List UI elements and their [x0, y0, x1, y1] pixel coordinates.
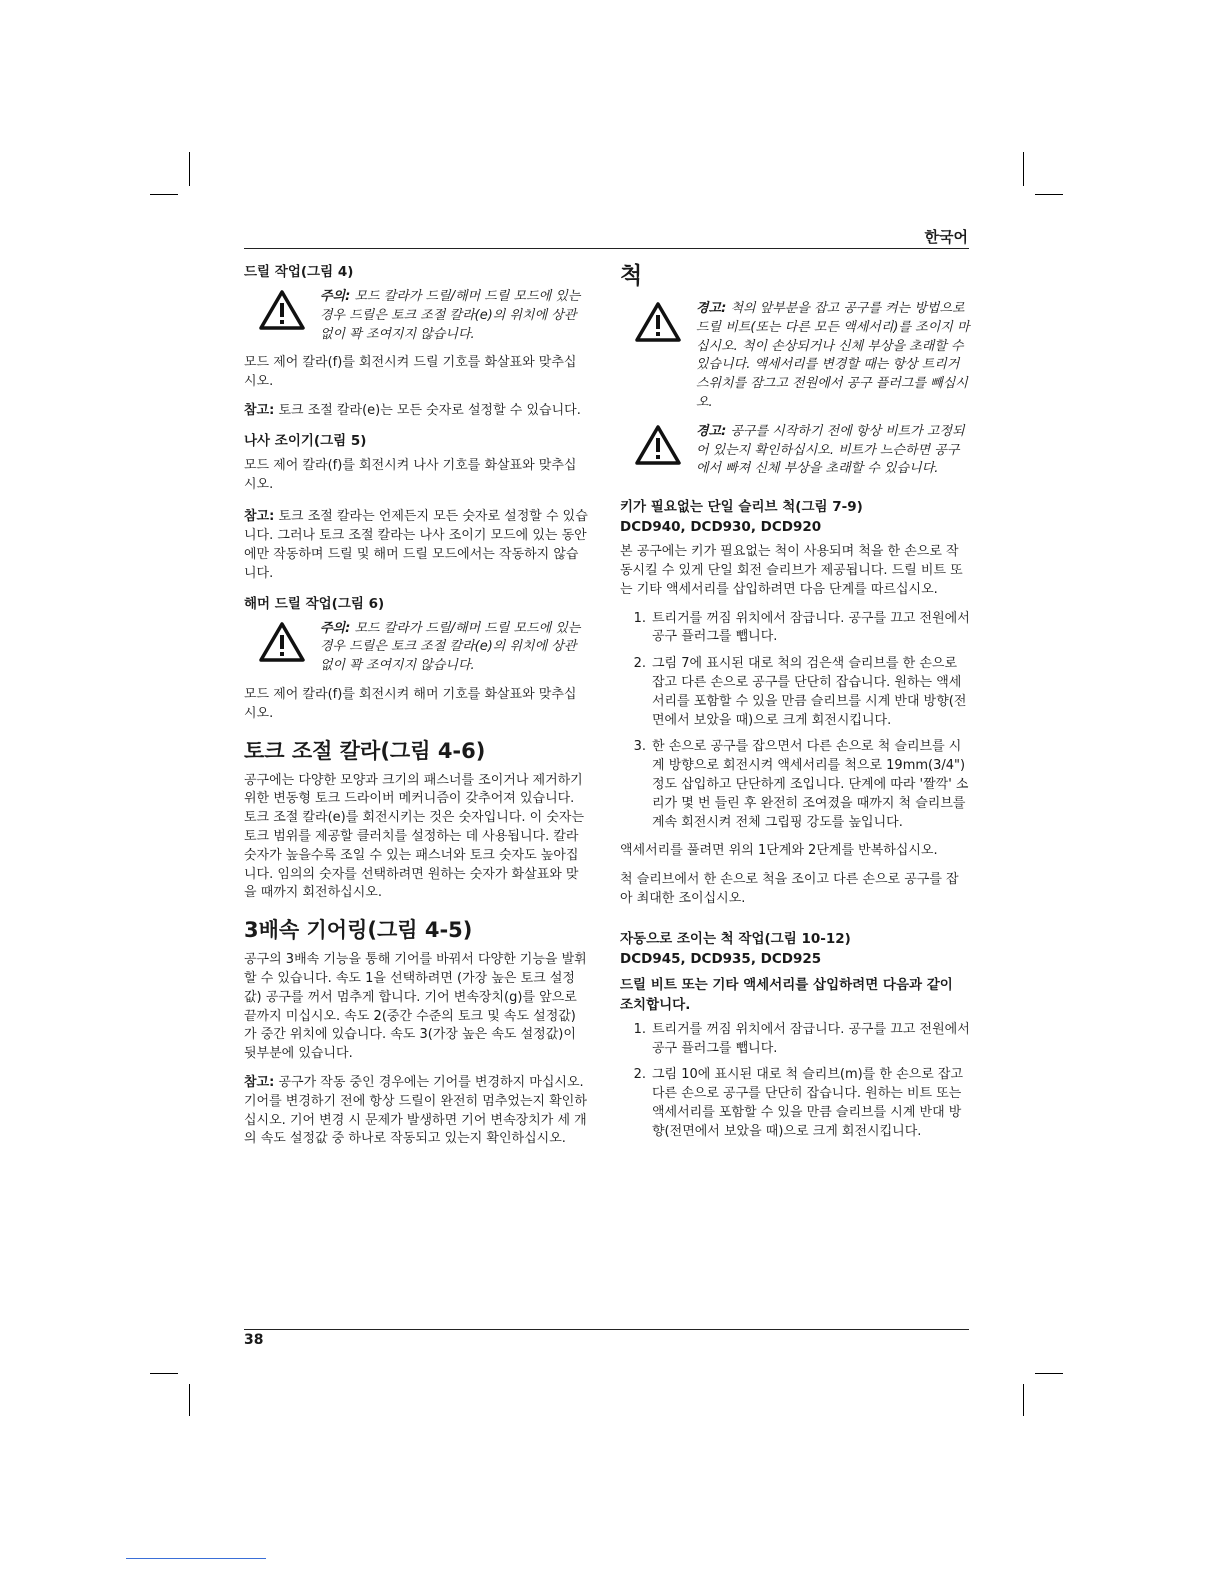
crop-mark	[1035, 194, 1063, 195]
step-text: 트리거를 꺼짐 위치에서 잠급니다. 공구를 끄고 전원에서 공구 플러그를 뺍니다.	[652, 610, 970, 645]
list-item	[620, 1066, 970, 1141]
warning-triangle-icon	[620, 423, 696, 479]
section-title-3-speed-gearing: 3배속 기어링(그림 4-5)	[244, 918, 473, 943]
caution-box	[244, 288, 588, 344]
section-title-autolock-chuck: 자동으로 조이는 척 작업(그림 10-12)	[620, 930, 851, 947]
section-title-torque-collar: 토크 조절 칼라(그림 4-6)	[244, 738, 486, 763]
note-text: 토크 조절 칼라(e)는 모든 숫자로 설정할 수 있습니다.	[274, 402, 581, 418]
caution-box	[244, 620, 588, 676]
step-text: 그림 10에 표시된 대로 척 슬리브(m)를 한 손으로 잡고 다른 손으로 공구를 단단히 잡습니다. 원하는 비트 또는 액세서리를 포함할 수 있을 만큼 슬리브를 시계 반대 방향(전면에서 보았을 때)으로 크게 회전시킵니다.	[652, 1067, 964, 1139]
warning-text: 척의 앞부분을 잡고 공구를 켜는 방법으로 드릴 비트(또는 다른 모든 액세서리)를 조이지 마십시오. 척이 손상되거나 신체 부상을 초래할 수 있습니다. 액세서리를 변경할 때는 항상 트리거 스위치를 잠그고 전원에서 공구 플러그를 빼십시오.	[696, 301, 970, 410]
note	[244, 508, 588, 583]
paragraph: 본 공구에는 키가 필요없는 척이 사용되며 척을 한 손으로 작동시킬 수 있게 단일 회전 슬리브가 제공됩니다. 드릴 비트 또는 기타 액세서리를 삽입하려면 다음 단계를 따르십시오.	[620, 544, 963, 597]
note-text: 토크 조절 칼라는 언제든지 모든 숫자로 설정할 수 있습니다. 그러나 토크 조절 칼라는 나사 조이기 모드에 있는 동안에만 작동하며 드릴 및 해머 드릴 모드에서는 작동하지 않습니다.	[244, 509, 588, 581]
caution-text: 모드 칼라가 드릴/해머 드릴 모드에 있는 경우 드릴은 토크 조절 칼라(e)의 위치에 상관 없이 꽉 조여지지 않습니다.	[320, 620, 581, 674]
step-number: 3.	[633, 739, 646, 755]
crop-mark	[189, 1384, 190, 1416]
paragraph: 액세서리를 풀려면 위의 1단계와 2단계를 반복하십시오.	[620, 843, 938, 859]
paragraph: 모드 제어 칼라(f)를 회전시켜 드릴 기호를 화살표와 맞추십시오.	[244, 355, 577, 390]
model-numbers: DCD945, DCD935, DCD925	[620, 950, 822, 967]
section-title-chuck: 척	[620, 263, 643, 289]
section-title-screwdriving: 나사 조이기(그림 5)	[244, 432, 367, 449]
warning-triangle-icon	[244, 288, 320, 344]
step-text: 그림 7에 표시된 대로 척의 검은색 슬리브를 한 손으로 잡고 다른 손으로 공구를 단단히 잡습니다. 원하는 액세서리를 포함할 수 있을 만큼 슬리브를 시계 반대 방향(전면에서 보았을 때)으로 크게 회전시킵니다.	[652, 656, 967, 728]
paragraph: 모드 제어 칼라(f)를 회전시켜 나사 기호를 화살표와 맞추십시오.	[244, 457, 577, 492]
step-number: 2.	[633, 1067, 646, 1083]
warning-box	[620, 300, 970, 413]
step-text: 트리거를 꺼짐 위치에서 잠급니다. 공구를 끄고 전원에서 공구 플러그를 뺍니다.	[652, 1021, 970, 1056]
paragraph: 척 슬리브에서 한 손으로 척을 조이고 다른 손으로 공구를 잡아 최대한 조이십시오.	[620, 872, 959, 906]
step-text: 한 손으로 공구를 잡으면서 다른 손으로 척 슬리브를 시계 방향으로 회전시켜 액세서리를 척으로 19mm(3/4") 정도 삽입하고 단단하게 조입니다. 단계에 따라 '짤깍' 소리가 몇 번 들린 후 완전히 조여졌을 때까지 척 슬리브를 계속 회전시켜 전체 그립핑 강도를 높입니다.	[652, 739, 969, 830]
note-text: 공구가 작동 중인 경우에는 기어를 변경하지 마십시오. 기어를 변경하기 전에 항상 드릴이 완전히 멈추었는지 확인하십시오. 기어 변경 시 문제가 발생하면 기어 변속장치가 세 개의 속도 설정값 중 하나로 작동되고 있는지 확인하십시오.	[244, 1074, 587, 1147]
header-rule	[244, 248, 969, 249]
caution-text: 모드 칼라가 드릴/해머 드릴 모드에 있는 경우 드릴은 토크 조절 칼라(e)의 위치에 상관 없이 꽉 조여지지 않습니다.	[320, 289, 581, 342]
note-label: 참고:	[244, 1074, 275, 1090]
language-label: 한국어	[924, 228, 968, 246]
warning-label: 경고:	[696, 423, 727, 439]
crop-mark	[150, 1373, 178, 1374]
footer-rule	[244, 1329, 969, 1330]
step-number: 1.	[633, 610, 646, 626]
list-item	[620, 1021, 970, 1059]
model-numbers: DCD940, DCD930, DCD920	[620, 519, 822, 536]
steps-list	[620, 1021, 970, 1142]
section-title-hammer-drilling: 해머 드릴 작업(그림 6)	[244, 595, 385, 612]
note	[244, 1074, 588, 1149]
crop-mark	[1035, 1373, 1063, 1374]
crop-mark	[1023, 1384, 1024, 1416]
crop-mark	[1023, 152, 1024, 186]
warning-label: 경고:	[696, 301, 727, 316]
right-column	[620, 262, 970, 1152]
note-label: 참고:	[244, 402, 275, 418]
step-number: 1.	[633, 1021, 646, 1037]
crop-mark	[189, 152, 190, 186]
crop-mark	[150, 194, 178, 195]
warning-text: 공구를 시작하기 전에 항상 비트가 고정되어 있는지 확인하십시오. 비트가 느슨하면 공구에서 빠져 신체 부상을 초래할 수 있습니다.	[696, 423, 965, 477]
steps-list	[620, 610, 970, 833]
caution-label: 주의:	[320, 289, 351, 304]
page-number: 38	[244, 1332, 264, 1348]
bottom-line	[126, 1558, 266, 1559]
warning-triangle-icon	[244, 620, 320, 676]
section-title-keyless-chuck: 키가 필요없는 단일 슬리브 척(그림 7-9)	[620, 499, 863, 516]
section-title-drilling: 드릴 작업(그림 4)	[244, 264, 354, 280]
step-number: 2.	[633, 656, 646, 672]
warning-box	[620, 423, 970, 479]
note-label: 참고:	[244, 509, 275, 525]
note	[244, 402, 588, 421]
list-item	[620, 610, 970, 648]
lead-instruction: 드릴 비트 또는 기타 액세서리를 삽입하려면 다음과 같이 조치합니다.	[620, 976, 953, 1013]
warning-triangle-icon	[620, 300, 696, 413]
paragraph: 공구의 3배속 기능을 통해 기어를 바꿔서 다양한 기능을 발휘할 수 있습니다. 속도 1을 선택하려면 (가장 높은 토크 설정값) 공구를 꺼서 멈추게 합니다. 기어 변속장치(g)를 앞으로 끝까지 미십시오. 속도 2(중간 수준의 토크 및 속도 설정값)가 중간 위치에 있습니다. 속도 3(가장 높은 속도 설정값)이 뒷부분에 있습니다.	[244, 952, 587, 1062]
paragraph: 공구에는 다양한 모양과 크기의 패스너를 조이거나 제거하기 위한 변동형 토크 드라이버 메커니즘이 갖추어져 있습니다. 토크 조절 칼라(e)를 회전시키는 것은 숫자입니다. 이 숫자는 토크 범위를 제공할 클러치를 설정하는 데 사용됩니다. 칼라 숫자가 높을수록 조일 수 있는 패스너와 토크 숫자도 높아집니다. 임의의 숫자를 선택하려면 원하는 숫자가 화살표와 맞을 때까지 회전하십시오.	[244, 772, 585, 901]
paragraph: 모드 제어 칼라(f)를 회전시켜 해머 기호를 화살표와 맞추십시오.	[244, 686, 577, 721]
list-item	[620, 655, 970, 730]
left-column	[244, 262, 588, 1159]
list-item	[620, 738, 970, 832]
caution-label: 주의:	[320, 620, 351, 636]
